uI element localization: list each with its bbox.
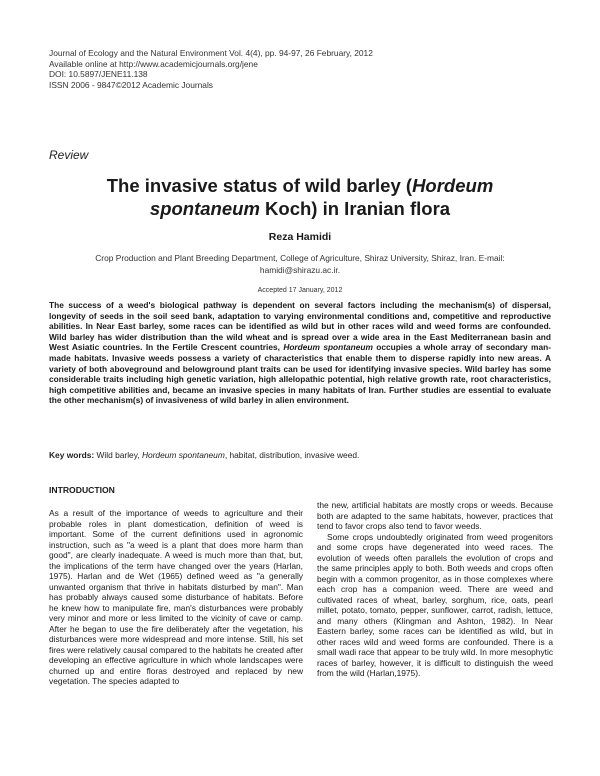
abstract-part-1: The success of a weed's biological pathway is dependent on several factors including the mechanism(s) of dispersal, longevity of seeds in the soil seed bank, adaptation to varying environmental conditions and, competitive and reproductive abilities. In Near East barley, some races can be identified as wild but in other races wild and weed forms are confounded. Wild barley has wider distribution than the wild wheat and is spread over a wide area in the East Mediterranean basin and West Asiatic countries. In the Fertile Crescent countries, — [49, 300, 551, 353]
title-part-1: The invasive status of wild barley ( — [106, 175, 413, 196]
body-paragraph: the new, artificial habitats are mostly crops or weeds. Because both are adapted to the same habitats, however, practices that tend to favor crops also tend to favor weeds. — [317, 500, 553, 531]
author-name: Reza Hamidi — [268, 231, 332, 243]
journal-doi: DOI: 10.5897/JENE11.138 — [49, 69, 148, 79]
body-column-left — [49, 508, 303, 687]
accepted-date: Accepted 17 January, 2012 — [257, 287, 343, 294]
body-column-right — [317, 500, 553, 679]
keywords-part-1: Wild barley, — [94, 450, 142, 460]
paper-title — [60, 174, 540, 220]
keywords-label: Key words: — [49, 450, 95, 460]
keywords — [49, 450, 551, 460]
body-paragraph: As a result of the importance of weeds to agriculture and their probable roles in plant domestication, definition of weed is important. Some of the current definitions used in agronomic instruction, such as "a weed is a plant that does more harm than good", are clearly inadequate. A weed is much more than that, but, the implications of the term have changed over the years (Harlan, 1975). Harlan and de Wet (1965) defined weed as "a generally unwanted organism that thrive in habitats disturbed by man". Man has probably always caused some disturbance of habitats. Before he knew how to manipulate fire, man's disturbances were probably very minor and more or less limited to the vicinity of cave or camp. After he began to use the fire deliberately after the vegetation, his disturbances were more widespread and more intense. Still, his set fires were relatively causal compared to the habitats he created after developing an effective agriculture in which whole landscapes were churned up and entire floras destroyed and replaced by new vegetation. The species adapted to — [49, 508, 303, 686]
keywords-part-2: , habitat, distribution, invasive weed. — [224, 450, 360, 460]
journal-issn: ISSN 2006 - 9847©2012 Academic Journals — [49, 79, 213, 90]
introduction-heading: INTRODUCTION — [49, 485, 115, 495]
journal-citation: Journal of Ecology and the Natural Environment Vol. 4(4), pp. 94-97, 26 February, 2012 — [49, 48, 373, 58]
title-species: Hordeum spontaneum — [149, 175, 494, 219]
abstract — [49, 300, 551, 406]
abstract-species: Hordeum spontaneum — [283, 342, 373, 353]
journal-online-link[interactable]: Available online at http://www.academicjournals.org/jene — [49, 58, 258, 69]
section-label: Review — [49, 148, 89, 162]
abstract-part-2: occupies a whole array of secondary man-made habitats. Invasive weeds possess a variety of characteristics that enable them to disperse rapidly into new areas. A variety of both aboveground and belowground plant traits can be used for identifying invasive species. Wild barley has some considerable traits including high genetic variation, high allelopathic potential, high relative growth rate, root characteristics, high competitive abilities and, became an invasive species in many habitats of Iran. Further studies are essential to evaluate the other mechanism(s) of invasiveness of wild barley in alien environment. — [49, 342, 551, 406]
body-paragraph: Some crops undoubtedly originated from weed progenitors and some crops have degenerated into weed races. The evolution of weeds often parallels the evolution of crops and the same principles apply to both. Both weeds and crops often begin with a common progenitor, as in those complexes where each crop has a companion weed. There are weed and cultivated races of wheat, barley, sorghum, rice, oats, pearl millet, potato, tomato, pepper, sunflower, carrot, radish, lettuce, and many others (Klingman and Ashton, 1982). In Near Eastern barley, some races can be identified as wild, but in other races wild and weed forms are confounded. There is a small wadi race that appear to be truly wild. In more mesophytic races of barley, however, it is difficult to distinguish the weed from the wild (Harlan,1975). — [317, 531, 554, 678]
author-affiliation: Crop Production and Plant Breeding Department, College of Agriculture, Shiraz University, Shiraz, Iran. E-mail: hamidi@shirazu.ac.ir. — [95, 253, 505, 275]
journal-info — [49, 48, 373, 90]
keywords-species: Hordeum spontaneum — [141, 450, 225, 460]
title-part-2: Koch) in Iranian flora — [259, 198, 451, 219]
